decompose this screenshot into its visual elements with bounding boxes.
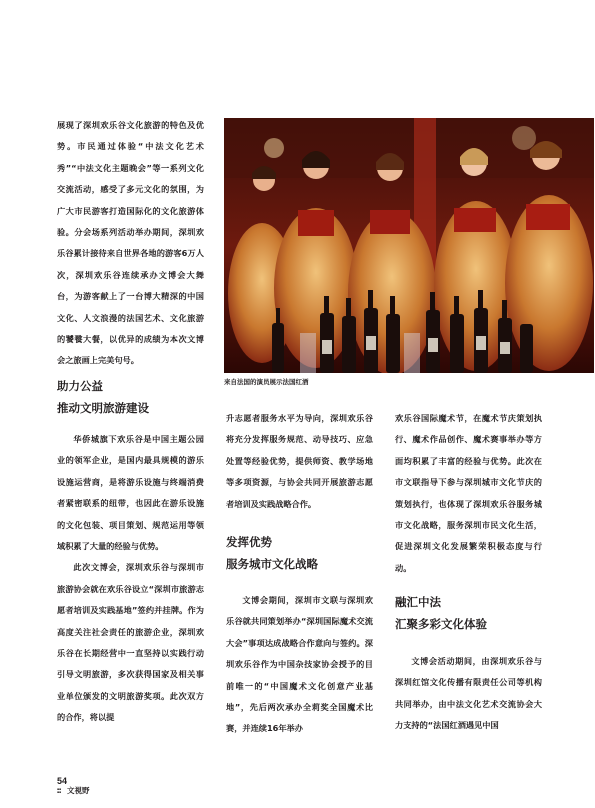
heading-line: 融汇中法 — [395, 595, 441, 609]
column-2-lower — [226, 590, 373, 740]
paragraph: 展现了深圳欢乐谷文化旅游的特色及优势。市民通过体验“中法文化艺术秀”“中法文化主题晚会”等一系列文化交流活动，感受了多元文化的氛围，为广大市民游客打造国际化的文化旅游体验。分会场系列活动举办期间，深圳欢乐谷累计接待来自世界各地的游客6万人次，深圳欢乐谷连续承办文博会大舞台，为游客献上了一台博大精深的中国文化、人文浪漫的法国艺术、文化旅游的饕餮大餐，以优异的成绩为本次文博会之旅画上完美句号。 — [57, 120, 204, 366]
logo-mark-icon: ▪▪ ▪▪ — [57, 786, 62, 794]
paragraph: 文博会活动期间，由深圳欢乐谷与深圳红馆文化传播有限责任公司等机构共同举办，由中法文化艺术交流协会大力支持的“法国红酒遇见中国 — [395, 656, 542, 731]
paragraph: 华侨城旗下欢乐谷是中国主题公园业的领军企业，是国内最具规模的游乐设施运营商，是将游乐设施与终端消费者紧密联系的纽带，也因此在游乐设施的文化包装、项目策划、规范运用等领域积累了大量的经验与优势。 — [57, 434, 204, 552]
performers-photo — [224, 118, 594, 373]
column-3-lower — [395, 651, 542, 737]
column-3 — [395, 408, 542, 579]
section-heading-china-france — [395, 591, 487, 635]
heading-line: 汇聚多彩文化体验 — [395, 617, 487, 631]
heading-line: 推动文明旅游建设 — [57, 401, 149, 415]
magazine-logo — [57, 786, 90, 795]
section-heading-public-welfare — [57, 375, 149, 419]
column-2 — [226, 408, 373, 515]
paragraph: 欢乐谷国际魔术节，在魔术节庆策划执行、魔术作品创作、魔术赛事举办等方面均积累了丰富的经验与优势。此次在市文联指导下参与深圳城市文化节庆的策划执行，也体现了深圳欢乐谷服务城市文化战略，服务深圳市民文化生活，促进深圳文化发展繁荣积极态度与行动。 — [395, 413, 542, 573]
heading-line: 发挥优势 — [226, 535, 272, 549]
paragraph: 文博会期间，深圳市文联与深圳欢乐谷就共同策划举办“深圳国际魔术交流大会”事项达成战略合作意向与签约。深圳欢乐谷作为中国杂技家协会授予的目前唯一的“中国魔术文化创意产业基地”，先后两次承办全莉奖全国魔术比赛，并连续16年举办 — [226, 595, 373, 734]
column-1 — [57, 115, 204, 372]
paragraph: 此次文博会，深圳欢乐谷与深圳市旅游协会就在欢乐谷设立“深圳市旅游志愿者培训及实践基地”签约并挂牌。作为高度关注社会责任的旅游企业，深圳欢乐谷在长期经营中一直坚持以实践行动引导文明旅游，多次获得国家及相关事业单位颁发的文明旅游奖项。此次双方的合作，将以提 — [57, 562, 204, 723]
performers-illustration — [224, 118, 594, 373]
section-heading-serve-city — [226, 531, 318, 575]
paragraph: 升志愿者服务水平为导向，深圳欢乐谷将充分发挥服务规范、动导技巧、应急处置等经验优势，提供师资、教学场地等多项资源，与协会共同开展旅游志愿者培训及实践战略合作。 — [226, 413, 373, 509]
page-number: 54 — [57, 776, 68, 786]
column-1-lower — [57, 429, 204, 729]
heading-line: 助力公益 — [57, 379, 103, 393]
page-footer — [57, 776, 90, 795]
photo-caption: 来自法国的演员展示法国红酒 — [224, 378, 309, 386]
heading-line: 服务城市文化战略 — [226, 557, 318, 571]
magazine-name: 文視野 — [67, 786, 90, 795]
